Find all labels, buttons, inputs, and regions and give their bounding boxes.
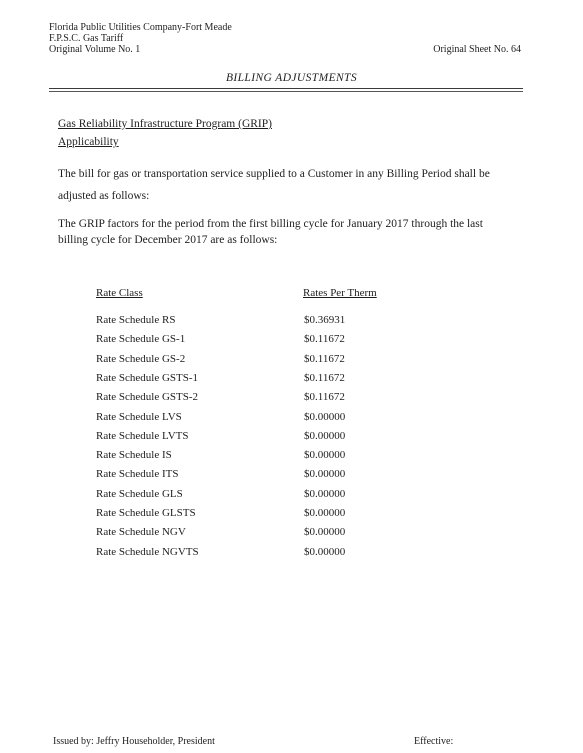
table-row <box>0 333 583 352</box>
rate-cell: $0.36931 <box>304 314 346 326</box>
table-row <box>0 430 583 449</box>
company-name: Florida Public Utilities Company-Fort Meade <box>49 22 232 33</box>
rate-class-cell: Rate Schedule GLSTS <box>96 507 196 519</box>
table-row <box>0 488 583 507</box>
paragraph-1-line-1: The bill for gas or transportation service supplied to a Customer in any Billing Period shall be <box>58 168 490 180</box>
table-row <box>0 372 583 391</box>
volume-number: Original Volume No. 1 <box>49 44 141 55</box>
table-row <box>0 507 583 526</box>
tariff-name: F.P.S.C. Gas Tariff <box>49 33 124 44</box>
table-row <box>0 526 583 545</box>
table-row <box>0 391 583 410</box>
table-row <box>0 411 583 430</box>
paragraph-1 <box>58 163 490 207</box>
applicability-heading: Applicability <box>58 136 119 148</box>
rate-class-cell: Rate Schedule GSTS-1 <box>96 371 199 384</box>
table-row <box>0 353 583 372</box>
rate-class-cell: Rate Schedule GS-2 <box>96 352 186 365</box>
rate-cell: $0.00000 <box>304 468 346 481</box>
table-row <box>0 546 583 565</box>
rate-cell: $0.11672 <box>304 352 345 365</box>
paragraph-2 <box>58 216 483 248</box>
rate-cell: $0.00000 <box>304 487 346 500</box>
rate-class-cell: Rate Schedule RS <box>96 314 176 326</box>
rate-class-cell: Rate Schedule GLS <box>96 487 183 500</box>
rate-class-cell: Rate Schedule LVS <box>96 410 182 423</box>
table-row <box>0 468 583 487</box>
rate-class-cell: Rate Schedule NGVTS <box>96 545 199 558</box>
rate-cell: $0.00000 <box>304 507 346 519</box>
paragraph-1-line-2: adjusted as follows: <box>58 190 150 202</box>
rate-class-cell: Rate Schedule IS <box>96 449 172 462</box>
paragraph-2-line-2: billing cycle for December 2017 are as follows: <box>58 234 278 246</box>
sheet-number: Original Sheet No. 64 <box>433 44 521 55</box>
table-row <box>0 449 583 468</box>
rate-class-cell: Rate Schedule ITS <box>96 468 179 481</box>
rates-per-therm-header: Rates Per Therm <box>303 287 377 299</box>
program-title: Gas Reliability Infrastructure Program (GRIP) <box>58 118 272 130</box>
table-row <box>0 314 583 333</box>
issued-by: Issued by: Jeffry Householder, President <box>53 736 215 747</box>
section-title: BILLING ADJUSTMENTS <box>225 72 358 84</box>
rate-class-cell: Rate Schedule NGV <box>96 526 186 539</box>
rate-cell: $0.00000 <box>304 545 346 558</box>
rate-class-cell: Rate Schedule LVTS <box>96 429 189 442</box>
rate-cell: $0.00000 <box>304 429 346 442</box>
rate-cell: $0.00000 <box>304 526 346 539</box>
title-rule-top <box>49 88 523 89</box>
rate-cell: $0.11672 <box>304 391 345 404</box>
rate-cell: $0.00000 <box>304 449 346 462</box>
rate-class-cell: Rate Schedule GS-1 <box>96 333 186 346</box>
rate-cell: $0.11672 <box>304 371 345 384</box>
title-rule-bottom <box>49 91 523 92</box>
rate-class-cell: Rate Schedule GSTS-2 <box>96 391 199 404</box>
rate-cell: $0.11672 <box>304 333 345 346</box>
rate-class-header: Rate Class <box>96 287 143 299</box>
rate-cell: $0.00000 <box>304 410 346 423</box>
effective-label: Effective: <box>414 736 454 747</box>
paragraph-2-line-1: The GRIP factors for the period from the first billing cycle for January 2017 through the last <box>58 218 483 230</box>
